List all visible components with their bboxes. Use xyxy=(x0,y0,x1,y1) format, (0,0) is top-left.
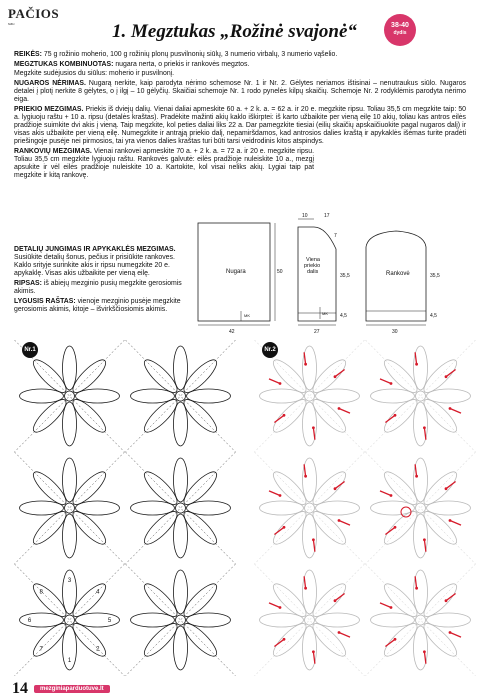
petal xyxy=(427,501,471,515)
petal xyxy=(140,395,181,436)
section-ripsas: RIPSAS: iš abiejų mezginio pusių megzkite gerosiomis akimis. xyxy=(14,279,182,296)
petal xyxy=(131,501,175,515)
arrow-head xyxy=(415,587,418,590)
petal xyxy=(131,389,175,403)
arrow-head xyxy=(445,599,448,602)
priekis-top-right: 17 xyxy=(324,213,330,219)
section-lygusis: LYGUSIS RAŠTAS: vienoje mezginio pusėje megzkite gerosiomis akimis, kitoje – išvirkščiosiomis akimis. xyxy=(14,297,181,313)
petal xyxy=(180,356,221,397)
chart-2-label: Nr.2 xyxy=(262,342,278,358)
stitch-count-label: 1 xyxy=(67,658,72,664)
nugara-mk: MK xyxy=(244,313,250,318)
flower-motif xyxy=(366,564,476,676)
arrow-head xyxy=(304,475,307,478)
direction-arrow xyxy=(380,379,391,384)
petal xyxy=(29,580,70,621)
direction-arrow xyxy=(313,428,315,440)
arrow-head xyxy=(449,519,452,522)
stitch-count-label: 6 xyxy=(27,618,32,624)
direction-arrow xyxy=(339,409,350,414)
rankove-label: Rankovė xyxy=(386,271,410,277)
flower-motif xyxy=(255,564,365,676)
direction-arrow xyxy=(385,415,395,422)
petal xyxy=(131,613,175,627)
pattern-schemes xyxy=(196,207,472,337)
direction-arrow xyxy=(446,594,456,601)
petal xyxy=(187,501,231,515)
arrow-head xyxy=(304,587,307,590)
petal xyxy=(427,389,471,403)
petal xyxy=(180,395,221,436)
direction-arrow xyxy=(339,521,350,526)
direction-arrow xyxy=(380,603,391,608)
site-link[interactable]: mezginiaparduotuve.lt xyxy=(34,685,110,693)
petal xyxy=(180,468,221,509)
petal xyxy=(371,389,415,403)
direction-arrow xyxy=(446,370,456,377)
petal xyxy=(380,468,421,509)
petal xyxy=(69,395,110,436)
arrow-head xyxy=(394,414,397,417)
page-number: 14 xyxy=(12,680,28,697)
petal xyxy=(174,458,188,502)
petal xyxy=(309,395,350,436)
petal xyxy=(76,613,120,627)
petal xyxy=(380,619,421,660)
petal xyxy=(69,507,110,548)
petal xyxy=(420,580,461,621)
petal xyxy=(180,580,221,621)
instructions-top xyxy=(14,51,466,182)
section-kombinuotas: MEGZTUKAS KOMBINUOTAS: nugara nerta, o priekis ir rankovės megztos. xyxy=(14,60,250,68)
petal xyxy=(260,613,304,627)
petal xyxy=(260,501,304,515)
petal xyxy=(420,468,461,509)
petal xyxy=(420,619,461,660)
arrow-head xyxy=(415,363,418,366)
flower-motif xyxy=(126,564,236,676)
arrow-head xyxy=(283,414,286,417)
arrow-head xyxy=(279,382,282,385)
instructions-left xyxy=(14,246,192,316)
petal xyxy=(427,613,471,627)
direction-arrow xyxy=(335,482,345,489)
arrow-head xyxy=(312,650,315,653)
magazine-logo: PAČIOS sau xyxy=(8,6,60,26)
arrow-head xyxy=(283,526,286,529)
direction-arrow xyxy=(304,352,306,364)
petal xyxy=(63,514,77,558)
petal xyxy=(140,507,181,548)
direction-arrow xyxy=(450,409,461,414)
petal xyxy=(269,356,310,397)
arrow-head xyxy=(334,487,337,490)
arrow-head xyxy=(338,519,341,522)
direction-arrow xyxy=(269,491,280,496)
petal xyxy=(76,501,120,515)
arrow-head xyxy=(423,426,426,429)
direction-arrow xyxy=(415,464,417,476)
flower-motif xyxy=(366,452,476,564)
scheme-rankove xyxy=(366,231,426,325)
arrow-head xyxy=(279,606,282,609)
petal xyxy=(316,501,360,515)
petal xyxy=(29,619,70,660)
petal xyxy=(316,389,360,403)
petal xyxy=(371,501,415,515)
direction-arrow xyxy=(450,633,461,638)
direction-arrow xyxy=(274,415,284,422)
stitch-count-label: 2 xyxy=(96,646,100,653)
petal xyxy=(187,389,231,403)
arrow-head xyxy=(449,631,452,634)
nugara-width: 42 xyxy=(229,329,235,335)
petal xyxy=(420,507,461,548)
petal xyxy=(269,507,310,548)
petal xyxy=(309,580,350,621)
arrow-head xyxy=(415,475,418,478)
nugara-label: Nugara xyxy=(226,269,246,275)
direction-arrow xyxy=(274,639,284,646)
petal xyxy=(269,468,310,509)
petal xyxy=(309,356,350,397)
petal xyxy=(380,395,421,436)
petal xyxy=(380,580,421,621)
chart-1-label: Nr.1 xyxy=(22,342,38,358)
petal xyxy=(380,356,421,397)
direction-arrow xyxy=(304,576,306,588)
arrow-head xyxy=(449,407,452,410)
priekis-height: 35,5 xyxy=(340,273,350,279)
rankove-rib: 4,5 xyxy=(430,313,437,319)
petal xyxy=(140,356,181,397)
direction-arrow xyxy=(339,633,350,638)
petal xyxy=(63,402,77,446)
size-badge: 38-40 dydis xyxy=(384,14,416,46)
petal xyxy=(29,507,70,548)
arrow-head xyxy=(423,538,426,541)
stitch-count-label: 5 xyxy=(107,618,112,624)
petal xyxy=(69,580,110,621)
direction-arrow xyxy=(335,594,345,601)
petal xyxy=(29,468,70,509)
petal xyxy=(63,458,77,502)
arrow-head xyxy=(390,606,393,609)
petal xyxy=(309,468,350,509)
petal xyxy=(76,389,120,403)
arrow-head xyxy=(338,631,341,634)
petal xyxy=(316,613,360,627)
arrow-head xyxy=(338,407,341,410)
petal xyxy=(420,395,461,436)
petal xyxy=(69,619,110,660)
petal xyxy=(63,346,77,390)
petal xyxy=(309,619,350,660)
arrow-head xyxy=(423,650,426,653)
stitch-count-label: 8 xyxy=(39,589,43,596)
petal xyxy=(420,356,461,397)
petal xyxy=(309,507,350,548)
petal xyxy=(20,501,64,515)
flower-motif xyxy=(15,452,125,564)
arrow-head xyxy=(390,382,393,385)
crochet-chart-1 xyxy=(14,340,236,676)
petal xyxy=(260,389,304,403)
rankove-height: 35,5 xyxy=(430,273,440,279)
direction-arrow xyxy=(385,639,395,646)
priekis-top-left: 10 xyxy=(302,213,308,219)
petal xyxy=(174,402,188,446)
flower-motif xyxy=(255,452,365,564)
section-priekio: PRIEKIO MEZGIMAS. Priekis iš dviejų dalių. Vienai daliai apmeskite 60 a. + 2 k. a. = 62 a. ir 20 e. megzkite ripsu. Toliau 35,5 cm megzkite taip: 50 a. lygiuoju raštu + 10 a. ripsu (detalės kraštas). Pradėkite mažinti akių kaklo iškirptei: iš karto užbaikite per vieną eilę 10 akių, toliau kas antros eilės pradžioje suimkite dvi akis į vieną. Taip megzkite, kol peties daliai liks 22 a. Dar pamegzkite tiesiai (eilių skaičių apskaičiuokite pagal nugaros dalį) ir visas akis užbaikite per vieną eilę. Numegzkite ir antrąją priekio dalį, nepamiršdamos, kad antrosios dalies kraštą ir apykaklės išėmas turite pradėti priešingoje pusėje nei pirmosios, tai yra vienos dalies kraštas turi būti tarsi veidrodinis kitos atspindys. xyxy=(14,105,467,146)
nugara-height: 50 xyxy=(277,269,283,275)
arrow-head xyxy=(394,526,397,529)
petal xyxy=(187,613,231,627)
crochet-chart-2 xyxy=(254,340,476,676)
section-nugaros: NUGAROS NĖRIMAS. Nugarą nerkite, kaip parodyta nėrimo schemose Nr. 1 ir Nr. 2. Gėlytes neriamos ištisinai – nenutraukus siūlo. Nugaros detalei į plotį nerkite 8 gėlytes, o į ilgį – 10 gėlyčių. Skaičiai schemoje Nr. 1 rodo pynelės kilpų skaičių. Schemoje Nr. 2 rodyklėmis parodyta nėrimo eiga. xyxy=(14,80,466,104)
flower-motif xyxy=(126,452,236,564)
stitch-count-label: 7 xyxy=(39,646,43,653)
priekis-top-side: 7 xyxy=(334,233,337,239)
arrow-head xyxy=(445,487,448,490)
page-title: 1. Megztukas „Rožinė svajonė“ xyxy=(112,21,357,42)
petal xyxy=(371,613,415,627)
direction-arrow xyxy=(269,379,280,384)
direction-arrow xyxy=(446,482,456,489)
arrow-head xyxy=(283,638,286,641)
arrow-head xyxy=(304,363,307,366)
petal xyxy=(20,613,64,627)
priekis-rib: 4,5 xyxy=(340,313,347,319)
arrow-head xyxy=(394,638,397,641)
section-reikes: REIKĖS: 75 g rožinio moherio, 100 g rožinių plonų pusvilnonių siūlų, 3 numerio virbalų, 3 numerio vąšelio. xyxy=(14,51,338,58)
petal xyxy=(140,619,181,660)
priekis-label: Viena priekio dalis xyxy=(304,257,321,275)
petal xyxy=(269,580,310,621)
direction-arrow xyxy=(424,652,426,664)
petal xyxy=(174,346,188,390)
arrow-head xyxy=(390,494,393,497)
direction-arrow xyxy=(313,540,315,552)
section-sudejus: Megzkite sudėjusios du siūlus: moherio ir pusvilnonį. xyxy=(14,70,175,78)
direction-arrow xyxy=(335,370,345,377)
petal xyxy=(174,570,188,614)
arrow-head xyxy=(445,375,448,378)
direction-arrow xyxy=(424,540,426,552)
arrow-head xyxy=(334,375,337,378)
arrow-head xyxy=(334,599,337,602)
petal xyxy=(20,389,64,403)
direction-arrow xyxy=(415,352,417,364)
direction-arrow xyxy=(450,521,461,526)
petal xyxy=(174,626,188,670)
flower-motif xyxy=(126,340,236,452)
direction-arrow xyxy=(274,527,284,534)
petal xyxy=(140,580,181,621)
rankove-width: 30 xyxy=(392,329,398,335)
petal xyxy=(180,619,221,660)
petal xyxy=(269,395,310,436)
direction-arrow xyxy=(269,603,280,608)
stitch-count-label: 4 xyxy=(96,589,100,596)
section-detaliu: DETALIŲ JUNGIMAS IR APYKAKLĖS MEZGIMAS. Susiūkite detalių šonus, pečius ir prisiūkite rankoves. Kaklo srityje surinkite akis ir ripsu numegzkite 20 e. apykaklę. Visas akis užbaikite per vieną eilę. xyxy=(14,246,176,278)
petal xyxy=(29,395,70,436)
petal xyxy=(180,507,221,548)
petal xyxy=(174,514,188,558)
priekis-width: 27 xyxy=(314,329,320,335)
start-marker xyxy=(401,507,411,517)
direction-arrow xyxy=(385,527,395,534)
direction-arrow xyxy=(380,491,391,496)
priekis-mk: MK xyxy=(322,311,328,316)
petal xyxy=(69,468,110,509)
arrow-head xyxy=(312,538,315,541)
direction-arrow xyxy=(304,464,306,476)
section-rankoviu: RANKOVIŲ MEZGIMAS. Vienai rankovei apmeskite 70 a. + 2 k. a. = 72 a. ir 20 e. megzkite ripsu. Toliau 35,5 cm megzkite lygiuoju raštu. Rankovės galvutė: eilės pradžioje nuleiskite 10 a., mezgį apsukite ir vėl eilės pradžioje nuleiskite 10 a. Kartokite, kol visai neliks akių. Lygiai taip pat megzkite ir kitą rankovę. xyxy=(14,148,314,180)
petal xyxy=(69,356,110,397)
direction-arrow xyxy=(313,652,315,664)
arrow-head xyxy=(279,494,282,497)
petal xyxy=(140,468,181,509)
direction-arrow xyxy=(415,576,417,588)
petal xyxy=(29,356,70,397)
flower-motif xyxy=(366,340,476,452)
arrow-head xyxy=(312,426,315,429)
direction-arrow xyxy=(424,428,426,440)
petal xyxy=(269,619,310,660)
petal xyxy=(63,570,77,614)
stitch-count-label: 3 xyxy=(67,578,72,584)
